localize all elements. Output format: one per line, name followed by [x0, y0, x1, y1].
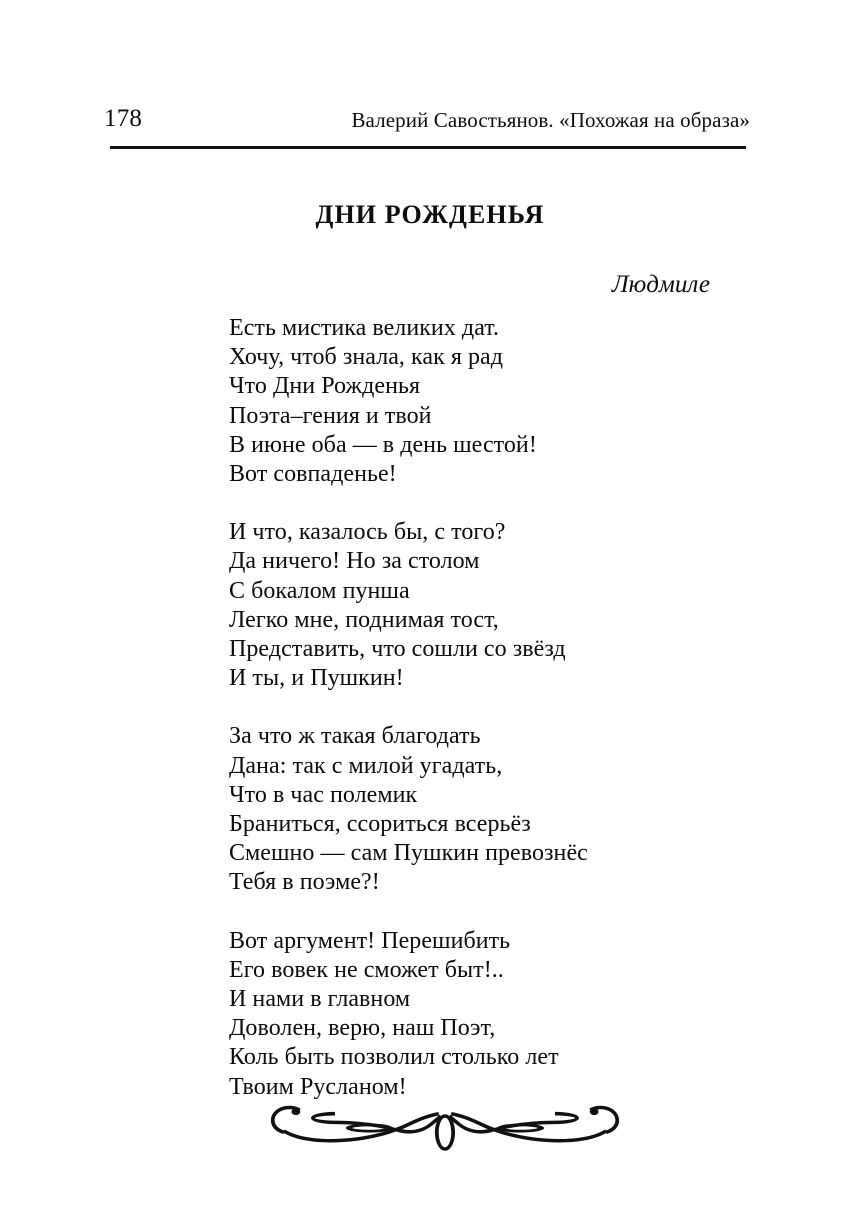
stanza: [229, 314, 711, 489]
flourish-divider-ornament: [257, 1087, 633, 1167]
verse-line: И что, казалось бы, с того?: [229, 519, 506, 546]
running-head: [104, 102, 750, 136]
verse-line: Представить, что сошли со звёзд: [229, 636, 566, 663]
verse-line: Доволен, верю, наш Поэт,: [229, 1015, 496, 1042]
stanza: [229, 518, 711, 693]
running-head-title: Валерий Савостьянов. «Похожая на образа»: [351, 108, 750, 132]
verse-line: Что в час полемик: [229, 781, 418, 808]
verse-line: Браниться, ссориться всерьёз: [229, 811, 531, 838]
verse-line: Поэта–гения и твой: [229, 402, 432, 429]
verse-line: В июне оба — в день шестой!: [229, 431, 537, 458]
verse-line: Твоим Русланом!: [229, 1073, 407, 1100]
verse-line: Тебя в поэме?!: [229, 869, 380, 896]
verse-line: Его вовек не сможет быт!..: [229, 956, 504, 983]
verse-line: С бокалом пунша: [229, 577, 410, 604]
poem-stanzas: [229, 314, 711, 1102]
verse-line: Хочу, чтоб знала, как я рад: [229, 344, 503, 371]
verse-line: Вот аргумент! Перешибить: [229, 927, 511, 954]
verse-line: За что ж такая благодать: [229, 723, 481, 750]
verse-line: И ты, и Пушкин!: [229, 665, 404, 692]
verse-line: Да ничего! Но за столом: [229, 548, 480, 575]
verse-line: Легко мне, поднимая тост,: [229, 606, 499, 633]
verse-line: Коль быть позволил столько лет: [229, 1044, 559, 1071]
poem-dedication: Людмиле: [611, 271, 710, 298]
verse-line: Что Дни Рожденья: [229, 373, 421, 400]
verse-line: Дана: так с милой угадать,: [229, 752, 503, 779]
verse-line: Смешно — сам Пушкин превознёс: [229, 840, 588, 867]
poem-title: ДНИ РОЖДЕНЬЯ: [315, 200, 545, 229]
verse-line: И нами в главном: [229, 986, 411, 1013]
verse-line: Вот совпаденье!: [229, 461, 397, 488]
stanza: [229, 927, 711, 1102]
verse-line: Есть мистика великих дат.: [229, 315, 500, 341]
poem-block: [229, 198, 711, 1102]
page-number: 178: [104, 105, 143, 132]
header-divider-rule: [110, 146, 746, 149]
stanza: [229, 722, 711, 897]
